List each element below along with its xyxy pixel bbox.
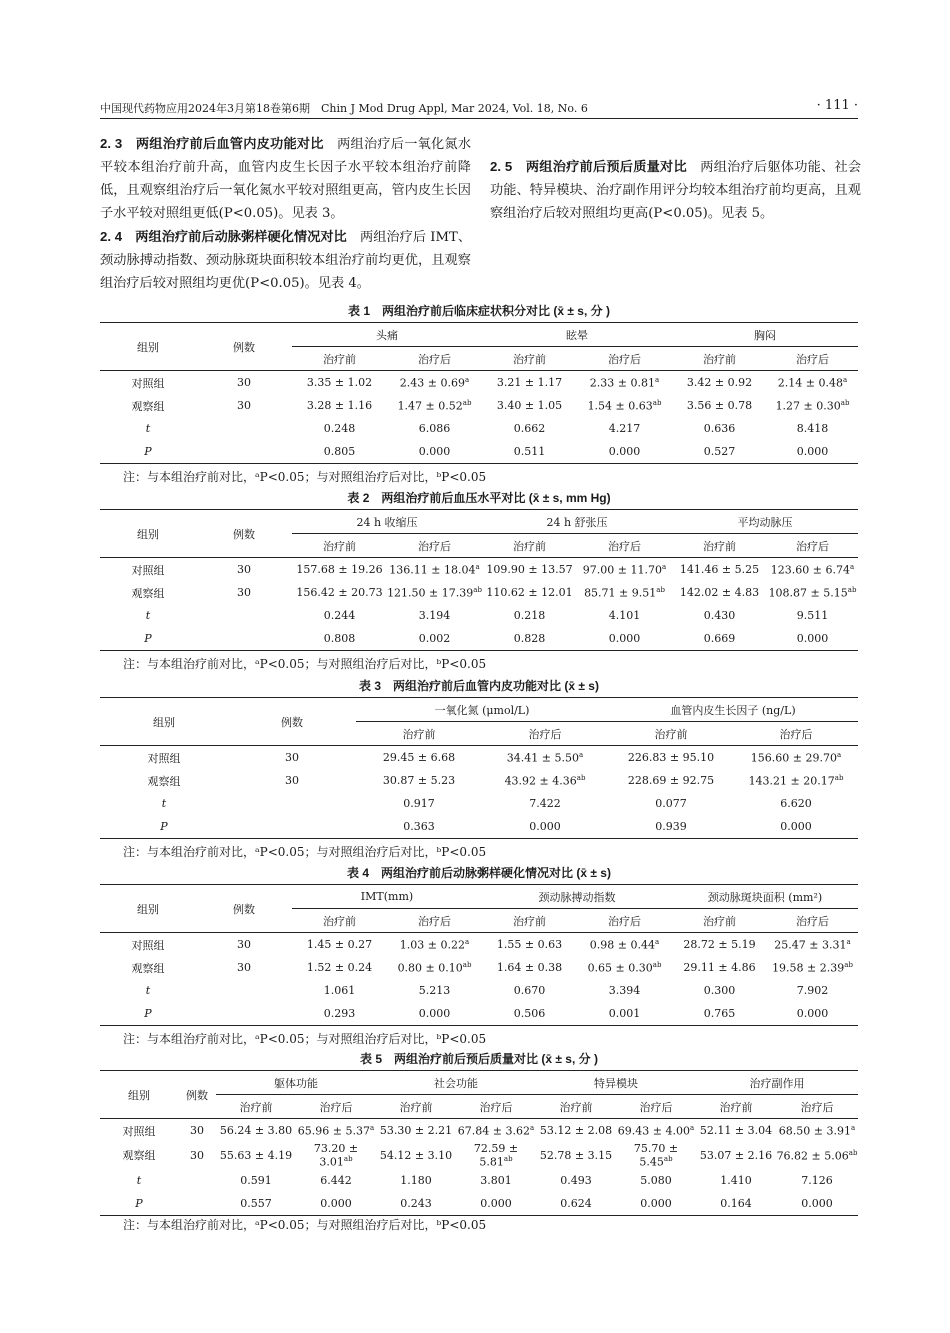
header-timepoint: 治疗前: [672, 534, 767, 558]
table-cell: 0.218: [513, 609, 546, 622]
header-measure: 血管内皮生长因子 (ng/L): [608, 698, 858, 722]
table-cell: 0.828: [482, 627, 577, 651]
table-cell: 0.077: [655, 797, 687, 810]
table-cell: P: [100, 1002, 196, 1026]
header-timepoint: 治疗后: [616, 1095, 696, 1119]
header-timepoint: 治疗前: [672, 347, 767, 371]
table-cell: 28.72 ± 5.19: [683, 938, 756, 951]
table-cell: 4.217: [608, 422, 641, 435]
table-cell: 7.126: [801, 1173, 833, 1187]
table-cell: 0.248: [323, 422, 356, 435]
table-cell: 0.000: [387, 440, 482, 464]
table-cell: [228, 815, 356, 839]
table-cell: 6.086: [418, 422, 451, 435]
table-cell: 52.11 ± 3.04: [699, 1124, 773, 1137]
header-measure: 一氧化氮 (μmol/L): [356, 698, 608, 722]
table-cell: 0.000: [767, 1002, 858, 1026]
table-cell: 56.24 ± 3.80: [219, 1124, 293, 1137]
section-2-5: 2. 5 两组治疗前后预后质量对比 两组治疗后躯体功能、社会功能、特异模块、治疗副作用评分均较本组治疗前均更高，且观察组治疗后较对照组均更高(P<0.05)。见表 5。: [490, 159, 862, 221]
table-cell: t: [145, 609, 151, 622]
table-cell: 0.293: [292, 1002, 387, 1026]
header-measure: 平均动脉压: [672, 510, 858, 534]
table-cell: [196, 1002, 292, 1026]
table-cell: 3.194: [418, 609, 451, 622]
table-cell: 0.000: [776, 1192, 858, 1216]
table-row: [100, 371, 858, 395]
header-timepoint: 治疗后: [456, 1095, 536, 1119]
table-cell: t: [145, 422, 151, 435]
header-timepoint: 治疗前: [482, 909, 577, 933]
table-1-caption: 表 1 两组治疗前后临床症状积分对比 (x̄ ± s, 分 ): [348, 304, 610, 318]
table-cell: [196, 417, 292, 440]
table-cell: 30: [237, 376, 251, 389]
header-group: 组别: [100, 885, 196, 933]
header-measure: 颈动脉斑块面积 (mm²): [672, 885, 858, 909]
table-cell: 30: [237, 586, 251, 599]
table-4-caption: 表 4 两组治疗前后动脉粥样硬化情况对比 (x̄ ± s): [347, 866, 611, 880]
table-cell: 25.47 ± 3.31$^a$: [774, 937, 851, 952]
table-cell: 143.21 ± 20.17$^{ab}$: [748, 773, 844, 788]
section-2-4: 2. 4 两组治疗前后动脉粥样硬化情况对比 两组治疗后 IMT、颈动脉搏动指数、颈动脉斑块面积较本组治疗前均更优，且观察组治疗后较对照组均更优(P<0.05)。见表 4。: [100, 229, 472, 291]
table-2-caption: 表 2 两组治疗前后血压水平对比 (x̄ ± s, mm Hg): [347, 491, 611, 505]
table-3-caption: 表 3 两组治疗前后血管内皮功能对比 (x̄ ± s): [359, 679, 599, 693]
running-header: [100, 98, 858, 119]
table-cell: 0.000: [387, 1002, 482, 1026]
table-cell: 0.527: [672, 440, 767, 464]
table-row: [100, 979, 858, 1002]
table-cell: 对照组: [122, 1124, 156, 1138]
table-row: [100, 956, 858, 979]
table-cell: 0.662: [513, 422, 546, 435]
header-n: 例数: [228, 698, 356, 746]
table-cell: 1.180: [400, 1173, 432, 1187]
table-cell: 30: [237, 399, 251, 412]
header-timepoint: 治疗前: [292, 534, 387, 558]
table-row: [100, 1169, 858, 1192]
table-cell: 3.21 ± 1.17: [496, 376, 563, 389]
table-cell: 43.92 ± 4.36$^{ab}$: [504, 773, 586, 788]
table-1-note: 注：与本组治疗前对比，ᵃP<0.05；与对照组治疗后对比，ᵇP<0.05: [123, 470, 487, 484]
table-2: [100, 509, 858, 651]
table-row: [100, 769, 858, 792]
journal-info: 中国现代药物应用2024年3月第18卷第6期 Chin J Mod Drug Appl, Mar 2024, Vol. 18, No. 6: [100, 102, 588, 115]
table-cell: 0.002: [387, 627, 482, 651]
header-group: 组别: [100, 510, 196, 558]
table-cell: [228, 792, 356, 815]
table-cell: [196, 604, 292, 627]
left-column: [100, 132, 471, 295]
table-cell: 1.410: [720, 1173, 752, 1187]
table-cell: 4.101: [608, 609, 641, 622]
table-cell: 228.69 ± 92.75: [627, 774, 715, 787]
table-cell: 0.917: [403, 797, 435, 810]
table-row: [100, 746, 858, 770]
table-cell: 108.87 ± 5.15$^{ab}$: [768, 585, 857, 600]
table-cell: 109.90 ± 13.57: [486, 563, 573, 576]
table-cell: 73.20 ± 3.01$^{ab}$: [313, 1142, 359, 1169]
table-cell: 0.557: [216, 1192, 296, 1216]
header-group: 组别: [100, 1071, 178, 1119]
table-cell: 30: [285, 751, 299, 764]
header-timepoint: 治疗后: [387, 347, 482, 371]
table-cell: 0.636: [703, 422, 736, 435]
header-n: 例数: [196, 510, 292, 558]
table-2-note: 注：与本组治疗前对比，ᵃP<0.05；与对照组治疗后对比，ᵇP<0.05: [123, 657, 487, 671]
table-cell: 3.56 ± 0.78: [686, 399, 753, 412]
table-cell: 30: [285, 774, 299, 787]
table-cell: 0.300: [703, 984, 736, 997]
table-cell: 67.84 ± 3.62$^a$: [457, 1123, 535, 1138]
table-5-caption: 表 5 两组治疗前后预后质量对比 (x̄ ± s, 分 ): [360, 1052, 598, 1066]
header-timepoint: 治疗前: [672, 909, 767, 933]
table-cell: 1.061: [323, 984, 356, 997]
table-5-note: 注：与本组治疗前对比，ᵃP<0.05；与对照组治疗后对比，ᵇP<0.05: [123, 1218, 487, 1232]
table-cell: t: [145, 984, 151, 997]
header-timepoint: 治疗后: [734, 722, 858, 746]
header-timepoint: 治疗前: [216, 1095, 296, 1119]
table-cell: 7.422: [529, 797, 561, 810]
table-cell: 0.244: [323, 609, 356, 622]
table-cell: [196, 440, 292, 464]
table-cell: 1.64 ± 0.38: [496, 961, 563, 974]
table-4-note: 注：与本组治疗前对比，ᵃP<0.05；与对照组治疗后对比，ᵇP<0.05: [123, 1032, 487, 1046]
table-cell: 142.02 ± 4.83: [679, 586, 760, 599]
table-cell: P: [100, 627, 196, 651]
header-timepoint: 治疗前: [696, 1095, 776, 1119]
table-cell: 156.42 ± 20.73: [296, 586, 383, 599]
table-cell: 53.12 ± 2.08: [539, 1124, 613, 1137]
table-cell: 34.41 ± 5.50$^a$: [506, 750, 584, 765]
table-cell: 55.63 ± 4.19: [219, 1148, 293, 1162]
table-cell: 226.83 ± 95.10: [627, 751, 715, 764]
table-row: [100, 440, 858, 464]
table-cell: [196, 979, 292, 1002]
table-cell: 观察组: [131, 399, 165, 413]
header-timepoint: 治疗前: [608, 722, 734, 746]
header-measure: 24 h 收缩压: [292, 510, 482, 534]
header-timepoint: 治疗后: [767, 347, 858, 371]
table-cell: 3.35 ± 1.02: [306, 376, 373, 389]
header-timepoint: 治疗后: [577, 347, 672, 371]
header-timepoint: 治疗后: [767, 909, 858, 933]
right-column: [490, 155, 861, 225]
header-measure: 特异模块: [536, 1071, 696, 1095]
table-cell: 0.808: [292, 627, 387, 651]
table-cell: 136.11 ± 18.04$^a$: [389, 562, 480, 577]
table-row: [100, 417, 858, 440]
table-cell: 0.591: [240, 1173, 272, 1187]
table-cell: 0.000: [482, 815, 608, 839]
header-timepoint: 治疗前: [292, 909, 387, 933]
table-cell: 5.080: [640, 1173, 672, 1187]
table-cell: 对照组: [131, 938, 165, 952]
table-cell: 0.000: [577, 627, 672, 651]
table-cell: 观察组: [122, 1149, 156, 1163]
table-cell: P: [100, 440, 196, 464]
table-cell: 观察组: [131, 586, 165, 600]
table-cell: 0.000: [577, 440, 672, 464]
header-timepoint: 治疗后: [482, 722, 608, 746]
header-measure: 躯体功能: [216, 1071, 376, 1095]
table-cell: 0.765: [672, 1002, 767, 1026]
table-cell: 68.50 ± 3.91$^a$: [778, 1123, 856, 1138]
table-cell: 3.40 ± 1.05: [496, 399, 563, 412]
header-measure: 24 h 舒张压: [482, 510, 672, 534]
table-cell: 2.14 ± 0.48$^a$: [777, 375, 848, 390]
table-cell: 0.000: [296, 1192, 376, 1216]
table-cell: 3.28 ± 1.16: [306, 399, 373, 412]
table-cell: 121.50 ± 17.39$^{ab}$: [387, 585, 482, 600]
table-cell: 0.624: [536, 1192, 616, 1216]
table-row: [100, 1002, 858, 1026]
header-group: 组别: [100, 323, 196, 371]
header-measure: 胸闷: [672, 323, 858, 347]
table-cell: 8.418: [796, 422, 829, 435]
header-n: 例数: [196, 885, 292, 933]
header-measure: 头痛: [292, 323, 482, 347]
page-number: · 111 ·: [816, 98, 858, 113]
table-cell: 156.60 ± 29.70$^a$: [750, 750, 842, 765]
table-cell: 3.394: [608, 984, 641, 997]
table-cell: 30: [237, 938, 251, 951]
table-cell: 1.03 ± 0.22$^a$: [399, 937, 470, 952]
table-cell: 53.07 ± 2.16: [699, 1148, 773, 1162]
table-cell: 29.11 ± 4.86: [683, 961, 756, 974]
header-timepoint: 治疗前: [376, 1095, 456, 1119]
table-row: [100, 581, 858, 604]
table-cell: 97.00 ± 11.70$^a$: [582, 562, 667, 577]
table-cell: 0.80 ± 0.10$^{ab}$: [397, 960, 472, 975]
table-cell: P: [100, 1192, 178, 1216]
table-cell: 2.33 ± 0.81$^a$: [589, 375, 660, 390]
header-timepoint: 治疗后: [577, 534, 672, 558]
table-cell: 53.30 ± 2.21: [379, 1124, 453, 1137]
table-cell: 0.805: [292, 440, 387, 464]
table-cell: [196, 627, 292, 651]
table-cell: 110.62 ± 12.01: [486, 586, 573, 599]
table-3-note: 注：与本组治疗前对比，ᵃP<0.05；与对照组治疗后对比，ᵇP<0.05: [123, 845, 487, 859]
header-measure: 眩晕: [482, 323, 672, 347]
table-row: [100, 394, 858, 417]
header-timepoint: 治疗后: [776, 1095, 858, 1119]
table-cell: 9.511: [796, 609, 829, 622]
table-cell: 30: [190, 1148, 204, 1162]
header-timepoint: 治疗前: [536, 1095, 616, 1119]
table-row: [100, 1192, 858, 1216]
table-cell: 1.47 ± 0.52$^{ab}$: [397, 398, 472, 413]
table-row: [100, 792, 858, 815]
table-cell: 5.213: [418, 984, 451, 997]
header-group: 组别: [100, 698, 228, 746]
table-cell: 7.902: [796, 984, 829, 997]
table-cell: 0.001: [577, 1002, 672, 1026]
table-cell: 0.493: [560, 1173, 592, 1187]
section-2-3: 2. 3 两组治疗前后血管内皮功能对比 两组治疗后一氧化氮水平较本组治疗前升高，血管内皮生长因子水平较本组治疗前降低，且观察组治疗后一氧化氮水平较对照组更高，管内皮生长因子水平较对照组更低(P<0.05)。见表 3。: [100, 136, 472, 221]
table-cell: 对照组: [147, 751, 181, 765]
header-timepoint: 治疗后: [296, 1095, 376, 1119]
table-cell: 0.939: [608, 815, 734, 839]
table-row: [100, 933, 858, 957]
table-cell: 2.43 ± 0.69$^a$: [399, 375, 470, 390]
header-timepoint: 治疗后: [387, 909, 482, 933]
header-timepoint: 治疗前: [292, 347, 387, 371]
table-cell: 对照组: [131, 376, 165, 390]
header-timepoint: 治疗后: [577, 909, 672, 933]
table-cell: 3.42 ± 0.92: [686, 376, 753, 389]
table-cell: 对照组: [131, 563, 165, 577]
table-cell: t: [136, 1173, 142, 1187]
table-cell: 52.78 ± 3.15: [539, 1148, 613, 1162]
table-3: [100, 697, 858, 839]
table-4: [100, 884, 858, 1026]
table-cell: 19.58 ± 2.39$^{ab}$: [772, 960, 853, 975]
table-cell: 1.27 ± 0.30$^{ab}$: [775, 398, 850, 413]
table-cell: 0.164: [696, 1192, 776, 1216]
header-measure: 社会功能: [376, 1071, 536, 1095]
table-1: [100, 322, 858, 464]
table-cell: 观察组: [131, 961, 165, 975]
table-cell: 157.68 ± 19.26: [296, 563, 383, 576]
table-cell: 6.620: [780, 797, 812, 810]
table-cell: 65.96 ± 5.37$^a$: [297, 1123, 375, 1138]
table-cell: 0.98 ± 0.44$^a$: [589, 937, 660, 952]
table-cell: 76.82 ± 5.06$^{ab}$: [776, 1148, 858, 1163]
table-cell: 75.70 ± 5.45$^{ab}$: [633, 1142, 679, 1169]
header-measure: 颈动脉搏动指数: [482, 885, 672, 909]
header-n: 例数: [178, 1071, 216, 1119]
table-cell: t: [161, 797, 167, 810]
table-cell: 0.65 ± 0.30$^{ab}$: [587, 960, 662, 975]
table-cell: 69.43 ± 4.00$^a$: [617, 1123, 695, 1138]
table-cell: 0.670: [513, 984, 546, 997]
table-row: [100, 604, 858, 627]
table-cell: 3.801: [480, 1173, 512, 1187]
table-cell: 1.55 ± 0.63: [496, 938, 563, 951]
table-cell: [178, 1192, 216, 1216]
table-cell: 观察组: [147, 774, 181, 788]
header-timepoint: 治疗后: [767, 534, 858, 558]
header-timepoint: 治疗前: [482, 534, 577, 558]
table-cell: 1.54 ± 0.63$^{ab}$: [587, 398, 662, 413]
table-cell: 141.46 ± 5.25: [679, 563, 760, 576]
table-cell: 54.12 ± 3.10: [379, 1148, 453, 1162]
table-cell: [178, 1169, 216, 1192]
table-cell: 30.87 ± 5.23: [382, 774, 456, 787]
table-cell: 30: [190, 1124, 204, 1137]
header-n: 例数: [196, 323, 292, 371]
table-cell: 0.506: [482, 1002, 577, 1026]
table-cell: 0.243: [376, 1192, 456, 1216]
table-cell: 1.45 ± 0.27: [306, 938, 373, 951]
table-row: [100, 1119, 858, 1143]
table-cell: 29.45 ± 6.68: [382, 751, 456, 764]
table-cell: P: [100, 815, 228, 839]
table-row: [100, 558, 858, 582]
header-measure: 治疗副作用: [696, 1071, 858, 1095]
table-cell: 0.363: [356, 815, 482, 839]
table-5: [100, 1070, 858, 1216]
table-cell: 0.511: [482, 440, 577, 464]
header-timepoint: 治疗前: [356, 722, 482, 746]
table-row: [100, 627, 858, 651]
header-timepoint: 治疗前: [482, 347, 577, 371]
table-cell: 0.000: [456, 1192, 536, 1216]
table-row: [100, 1142, 858, 1169]
table-cell: 0.000: [767, 440, 858, 464]
table-row: [100, 815, 858, 839]
table-cell: 123.60 ± 6.74$^a$: [770, 562, 855, 577]
table-cell: 1.52 ± 0.24: [306, 961, 373, 974]
table-cell: 30: [237, 563, 251, 576]
table-cell: 85.71 ± 9.51$^{ab}$: [584, 585, 665, 600]
header-timepoint: 治疗后: [387, 534, 482, 558]
header-measure: IMT(mm): [292, 885, 482, 909]
table-cell: 6.442: [320, 1173, 352, 1187]
table-cell: 0.000: [734, 815, 858, 839]
table-cell: 30: [237, 961, 251, 974]
table-cell: 0.669: [672, 627, 767, 651]
table-cell: 0.000: [616, 1192, 696, 1216]
table-cell: 72.59 ± 5.81$^{ab}$: [473, 1142, 519, 1169]
table-cell: 0.430: [703, 609, 736, 622]
table-cell: 0.000: [767, 627, 858, 651]
